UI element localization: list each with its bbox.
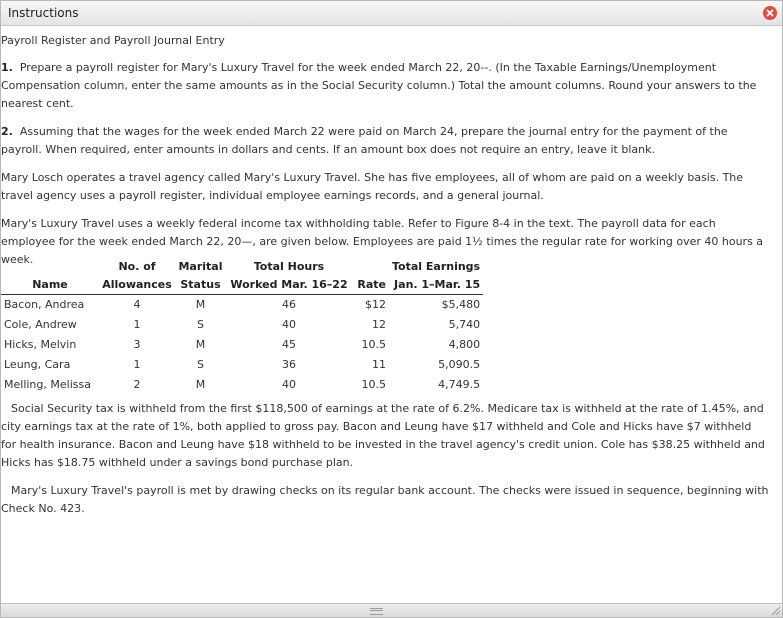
table-row — [1, 315, 483, 335]
header-hours: Worked Mar. 16–22 — [226, 276, 352, 295]
cell-allowances: 4 — [133, 298, 141, 311]
cell-name: Melling, Melissa — [4, 378, 91, 391]
table-row — [1, 295, 483, 316]
title-bar[interactable] — [1, 1, 782, 26]
cell-hours: 45 — [282, 338, 296, 351]
cell-allowances: 3 — [133, 338, 141, 351]
cell-hours: 36 — [282, 358, 296, 371]
cell-status: M — [195, 378, 206, 391]
cell-status: S — [197, 358, 204, 371]
header-earnings-top: Total Earnings — [392, 260, 481, 273]
close-icon — [763, 6, 777, 20]
table-row — [1, 375, 483, 395]
task-2-text: Assuming that the wages for the week ended March 22 were paid on March 24, prepare the journal entry for the payment of the payroll. When required, enter amounts in dollars and cents. If an amount box does not require an entry, leave it blank. — [1, 125, 728, 156]
table-header-row-bottom — [1, 276, 483, 295]
header-allowances: Allowances — [99, 276, 175, 295]
cell-allowances: 2 — [133, 378, 141, 391]
cell-rate: $12 — [365, 298, 386, 311]
close-button[interactable] — [763, 6, 777, 20]
cell-earnings: 5,740 — [448, 318, 481, 331]
cell-status: M — [195, 298, 206, 311]
resize-corner-icon[interactable] — [771, 606, 781, 616]
cell-hours: 46 — [282, 298, 296, 311]
task-1 — [1, 59, 769, 113]
intro-paragraph-1: Mary Losch operates a travel agency called Mary's Luxury Travel. She has five employees, all of whom are paid on a weekly basis. The travel agency uses a payroll register, individual employee earnings records, and a general journal. — [1, 171, 744, 202]
cell-earnings: 4,800 — [448, 338, 481, 351]
cell-hours: 40 — [282, 318, 296, 331]
payroll-data-table — [1, 258, 483, 395]
header-earnings: Jan. 1–Mar. 15 — [389, 276, 483, 295]
bottom-resize-bar — [1, 603, 782, 617]
cell-rate: 10.5 — [361, 338, 386, 351]
cell-allowances: 1 — [133, 358, 141, 371]
cell-status: S — [197, 318, 204, 331]
instructions-content — [1, 27, 771, 601]
cell-rate: 10.5 — [361, 378, 386, 391]
cell-allowances: 1 — [133, 318, 141, 331]
task-2 — [1, 123, 769, 159]
cell-status: M — [195, 338, 206, 351]
cell-hours: 40 — [282, 378, 296, 391]
page-subtitle: Payroll Register and Payroll Journal Entry — [1, 34, 225, 47]
header-name: Name — [1, 276, 99, 295]
cell-earnings: $5,480 — [441, 298, 481, 311]
taxes-paragraph: Social Security tax is withheld from the first $118,500 of earnings at the rate of 6.2%. Medicare tax is withheld at the rate of 1.45%, and city earnings tax at the rate of 1%, both applied to gross pay. Bacon and Leung have $17 withheld and Cole and Hicks have $7 withheld for health insurance. Bacon and Leung have $18 withheld to be invested in the travel agency's credit union. Cole has $38.25 withheld and Hicks has $18.75 withheld under a savings bond purchase plan. — [1, 402, 765, 469]
header-status-top: Marital — [178, 260, 223, 273]
table-row — [1, 355, 483, 375]
header-hours-top: Total Hours — [253, 260, 325, 273]
cell-rate: 12 — [372, 318, 386, 331]
intro-paragraph-2: Mary's Luxury Travel uses a weekly federal income tax withholding table. Refer to Figure 8-4 in the text. The payroll data for each employee for the week ended March 22, 20—, are given below. Employees are paid 1½ times the regular rate for working over 40 hours a week. — [1, 217, 764, 266]
checks-paragraph: Mary's Luxury Travel's payroll is met by drawing checks on its regular bank account. The checks were issued in sequence, beginning with Check No. 423. — [1, 484, 769, 515]
cell-name: Cole, Andrew — [4, 318, 77, 331]
table-header-row-top — [1, 258, 483, 276]
task-1-number: 1. — [1, 61, 13, 74]
window-title: Instructions — [8, 6, 79, 20]
header-rate-top — [352, 258, 389, 276]
header-status: Status — [175, 276, 226, 295]
header-allowances-top: No. of — [118, 260, 156, 273]
cell-earnings: 5,090.5 — [438, 358, 481, 371]
resize-grip-icon[interactable] — [370, 608, 383, 615]
cell-name: Hicks, Melvin — [4, 338, 77, 351]
header-rate: Rate — [352, 276, 389, 295]
cell-name: Leung, Cara — [4, 358, 71, 371]
cell-name: Bacon, Andrea — [4, 298, 85, 311]
task-1-text: Prepare a payroll register for Mary's Luxury Travel for the week ended March 22, 20--. (In the Taxable Earnings/Unemployment Compensation column, enter the same amounts as in the Social Security column.) Total the amount columns. Round your answers to the nearest cent. — [1, 61, 757, 110]
cell-rate: 11 — [372, 358, 386, 371]
task-2-number: 2. — [1, 125, 13, 138]
header-name-top — [1, 258, 99, 276]
cell-earnings: 4,749.5 — [438, 378, 481, 391]
table-row — [1, 335, 483, 355]
